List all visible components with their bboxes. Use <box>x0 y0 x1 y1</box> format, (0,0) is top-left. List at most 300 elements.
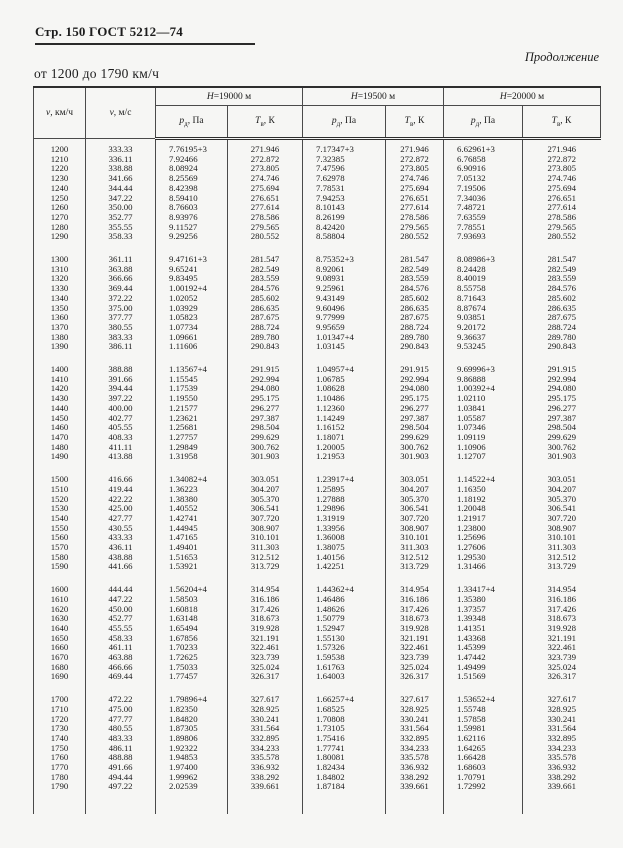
cell-v-kmh: 1230 <box>34 174 86 184</box>
cell-p-20000: 1.29530 <box>444 553 523 563</box>
cell-p-20000: 1.10906 <box>444 443 523 453</box>
cell-p-19500: 8.26199 <box>303 213 386 223</box>
cell-t-19500: 317.426 <box>386 605 444 615</box>
cell-v-ms: 333.33 <box>86 145 156 155</box>
cell-t-20000: 326.317 <box>523 672 601 682</box>
cell-v-kmh: 1270 <box>34 213 86 223</box>
cell-p-20000: 1.66428 <box>444 753 523 763</box>
cell-p-20000: 9.69996+3 <box>444 365 523 375</box>
cell-v-kmh: 1670 <box>34 653 86 663</box>
cell-p-20000: 1.68603 <box>444 763 523 773</box>
header-h-19500: Н=19500 м <box>303 87 444 106</box>
cell-t-19500: 281.547 <box>386 255 444 265</box>
cell-t-19000: 280.552 <box>228 232 303 242</box>
cell-p-20000: 1.59981 <box>444 724 523 734</box>
cell-p-19000: 1.05823 <box>156 313 228 323</box>
cell-v-kmh: 1360 <box>34 313 86 323</box>
cell-t-20000: 316.186 <box>523 595 601 605</box>
cell-p-20000: 1.45399 <box>444 643 523 653</box>
cell-t-19500: 312.512 <box>386 553 444 563</box>
cell-v-ms: 355.55 <box>86 223 156 233</box>
cell-p-19000: 1.87305 <box>156 724 228 734</box>
cell-t-20000: 318.673 <box>523 614 601 624</box>
cell-t-19500: 325.024 <box>386 663 444 673</box>
cell-t-20000: 314.954 <box>523 585 601 595</box>
spacer-row <box>34 792 601 814</box>
cell-v-ms: 438.88 <box>86 553 156 563</box>
cell-p-20000: 1.05587 <box>444 414 523 424</box>
cell-t-20000: 312.512 <box>523 553 601 563</box>
cell-t-19500: 330.241 <box>386 715 444 725</box>
cell-p-19500: 1.27888 <box>303 495 386 505</box>
cell-t-19000: 311.303 <box>228 543 303 553</box>
cell-p-20000: 8.87674 <box>444 304 523 314</box>
cell-v-kmh: 1500 <box>34 475 86 485</box>
cell-p-20000: 8.55758 <box>444 284 523 294</box>
cell-p-19000: 1.31958 <box>156 452 228 462</box>
cell-p-19500: 1.46486 <box>303 595 386 605</box>
cell-v-ms: 455.55 <box>86 624 156 634</box>
cell-v-ms: 416.66 <box>86 475 156 485</box>
cell-p-19500: 7.17347+3 <box>303 145 386 155</box>
cell-t-19500: 300.762 <box>386 443 444 453</box>
cell-t-19000: 289.780 <box>228 333 303 343</box>
cell-t-19500: 277.614 <box>386 203 444 213</box>
cell-p-19000: 9.11527 <box>156 223 228 233</box>
cell-p-19500: 9.25961 <box>303 284 386 294</box>
cell-t-20000: 301.903 <box>523 452 601 462</box>
header-v-ms: v, м/с <box>86 87 156 139</box>
cell-p-19500: 1.33956 <box>303 524 386 534</box>
cell-p-19500: 1.18071 <box>303 433 386 443</box>
cell-t-19000: 286.635 <box>228 304 303 314</box>
cell-v-ms: 380.55 <box>86 323 156 333</box>
cell-t-20000: 286.635 <box>523 304 601 314</box>
cell-v-ms: 463.88 <box>86 653 156 663</box>
cell-p-19000: 1.75033 <box>156 663 228 673</box>
cell-v-kmh: 1380 <box>34 333 86 343</box>
cell-t-19500: 307.720 <box>386 514 444 524</box>
cell-v-kmh: 1760 <box>34 753 86 763</box>
cell-v-ms: 344.44 <box>86 184 156 194</box>
cell-t-19000: 282.549 <box>228 265 303 275</box>
cell-v-ms: 402.77 <box>86 414 156 424</box>
cell-p-19500: 1.44362+4 <box>303 585 386 595</box>
cell-v-kmh: 1680 <box>34 663 86 673</box>
cell-p-19000: 1.70233 <box>156 643 228 653</box>
cell-v-kmh: 1300 <box>34 255 86 265</box>
cell-t-20000: 298.504 <box>523 423 601 433</box>
cell-p-19000: 1.19550 <box>156 394 228 404</box>
cell-t-19500: 299.629 <box>386 433 444 443</box>
table-body <box>34 139 601 815</box>
cell-t-19500: 327.617 <box>386 695 444 705</box>
cell-p-20000: 8.40019 <box>444 274 523 284</box>
cell-v-ms: 477.77 <box>86 715 156 725</box>
cell-p-19500: 1.06785 <box>303 375 386 385</box>
header-h-19000: Н=19000 м <box>156 87 303 106</box>
header-v-kmh: v, км/ч <box>34 87 86 139</box>
cell-p-20000: 1.43368 <box>444 634 523 644</box>
cell-p-19500: 1.29896 <box>303 504 386 514</box>
cell-t-20000: 283.559 <box>523 274 601 284</box>
cell-t-20000: 305.370 <box>523 495 601 505</box>
cell-t-19000: 298.504 <box>228 423 303 433</box>
cell-v-kmh: 1330 <box>34 284 86 294</box>
cell-t-20000: 282.549 <box>523 265 601 275</box>
cell-p-19000: 1.40552 <box>156 504 228 514</box>
cell-v-ms: 347.22 <box>86 194 156 204</box>
cell-v-ms: 369.44 <box>86 284 156 294</box>
cell-p-20000: 1.72992 <box>444 782 523 792</box>
cell-t-19000: 325.024 <box>228 663 303 673</box>
cell-p-19000: 1.89806 <box>156 734 228 744</box>
cell-v-ms: 361.11 <box>86 255 156 265</box>
header-p-19000: $p_д$, Па <box>156 106 228 139</box>
cell-p-20000: 1.49499 <box>444 663 523 673</box>
cell-t-20000: 323.739 <box>523 653 601 663</box>
cell-v-ms: 436.11 <box>86 543 156 553</box>
cell-v-ms: 475.00 <box>86 705 156 715</box>
cell-v-kmh: 1240 <box>34 184 86 194</box>
cell-t-19000: 336.932 <box>228 763 303 773</box>
cell-p-19500: 1.82434 <box>303 763 386 773</box>
cell-v-ms: 377.77 <box>86 313 156 323</box>
cell-p-19500: 9.77999 <box>303 313 386 323</box>
cell-v-kmh: 1420 <box>34 384 86 394</box>
cell-t-19500: 276.651 <box>386 194 444 204</box>
cell-v-kmh: 1290 <box>34 232 86 242</box>
cell-p-19500: 7.94253 <box>303 194 386 204</box>
cell-p-20000: 7.78551 <box>444 223 523 233</box>
cell-v-kmh: 1600 <box>34 585 86 595</box>
cell-v-ms: 408.33 <box>86 433 156 443</box>
cell-t-19500: 275.694 <box>386 184 444 194</box>
cell-p-20000: 7.34036 <box>444 194 523 204</box>
cell-p-19500: 1.38075 <box>303 543 386 553</box>
cell-v-ms: 480.55 <box>86 724 156 734</box>
cell-v-kmh: 1640 <box>34 624 86 634</box>
cell-v-kmh: 1730 <box>34 724 86 734</box>
cell-t-19000: 303.051 <box>228 475 303 485</box>
cell-p-19000: 2.02539 <box>156 782 228 792</box>
cell-v-kmh: 1630 <box>34 614 86 624</box>
cell-t-20000: 338.292 <box>523 773 601 783</box>
cell-t-19500: 297.387 <box>386 414 444 424</box>
cell-v-kmh: 1470 <box>34 433 86 443</box>
cell-t-19000: 272.872 <box>228 155 303 165</box>
cell-v-ms: 413.88 <box>86 452 156 462</box>
cell-t-19500: 305.370 <box>386 495 444 505</box>
cell-p-19000: 1.67856 <box>156 634 228 644</box>
cell-t-20000: 321.191 <box>523 634 601 644</box>
cell-t-19500: 278.586 <box>386 213 444 223</box>
spacer-cell <box>34 792 86 814</box>
cell-p-19000: 1.51653 <box>156 553 228 563</box>
cell-v-kmh: 1260 <box>34 203 86 213</box>
data-table <box>33 86 601 814</box>
cell-t-19500: 328.925 <box>386 705 444 715</box>
spacer-cell <box>386 792 444 814</box>
cell-t-19500: 271.946 <box>386 145 444 155</box>
cell-t-20000: 308.907 <box>523 524 601 534</box>
cell-t-19000: 339.661 <box>228 782 303 792</box>
cell-p-19500: 7.62978 <box>303 174 386 184</box>
spacer-cell <box>156 792 228 814</box>
cell-v-kmh: 1450 <box>34 414 86 424</box>
cell-t-19500: 335.578 <box>386 753 444 763</box>
cell-p-19000: 9.65241 <box>156 265 228 275</box>
table-row <box>34 232 601 242</box>
cell-t-19000: 290.843 <box>228 342 303 352</box>
cell-t-19500: 318.673 <box>386 614 444 624</box>
cell-t-20000: 327.617 <box>523 695 601 705</box>
cell-p-19500: 1.73105 <box>303 724 386 734</box>
cell-v-kmh: 1750 <box>34 744 86 754</box>
cell-p-20000: 7.63559 <box>444 213 523 223</box>
cell-p-19000: 1.11606 <box>156 342 228 352</box>
cell-p-19000: 1.27757 <box>156 433 228 443</box>
cell-t-19500: 334.233 <box>386 744 444 754</box>
cell-p-20000: 1.53652+4 <box>444 695 523 705</box>
cell-v-ms: 430.55 <box>86 524 156 534</box>
cell-p-19500: 1.64003 <box>303 672 386 682</box>
cell-v-ms: 497.22 <box>86 782 156 792</box>
cell-t-19500: 311.303 <box>386 543 444 553</box>
cell-p-20000: 8.71643 <box>444 294 523 304</box>
cell-p-20000: 7.48721 <box>444 203 523 213</box>
cell-v-kmh: 1480 <box>34 443 86 453</box>
cell-p-20000: 8.08986+3 <box>444 255 523 265</box>
cell-t-20000: 319.928 <box>523 624 601 634</box>
cell-t-19000: 296.277 <box>228 404 303 414</box>
cell-p-20000: 9.03851 <box>444 313 523 323</box>
cell-p-20000: 1.64265 <box>444 744 523 754</box>
cell-v-kmh: 1320 <box>34 274 86 284</box>
cell-v-kmh: 1460 <box>34 423 86 433</box>
cell-p-19500: 1.12360 <box>303 404 386 414</box>
cell-v-ms: 488.88 <box>86 753 156 763</box>
table-header <box>34 87 601 139</box>
cell-p-19500: 1.55130 <box>303 634 386 644</box>
cell-t-20000: 291.915 <box>523 365 601 375</box>
cell-t-19000: 321.191 <box>228 634 303 644</box>
cell-t-20000: 300.762 <box>523 443 601 453</box>
cell-t-20000: 274.746 <box>523 174 601 184</box>
cell-t-20000: 287.675 <box>523 313 601 323</box>
cell-p-20000: 1.31466 <box>444 562 523 572</box>
cell-t-20000: 297.387 <box>523 414 601 424</box>
cell-v-kmh: 1690 <box>34 672 86 682</box>
cell-p-19500: 1.52947 <box>303 624 386 634</box>
cell-p-20000: 1.23800 <box>444 524 523 534</box>
cell-p-20000: 1.09119 <box>444 433 523 443</box>
cell-p-19500: 8.58804 <box>303 232 386 242</box>
cell-p-19500: 1.03145 <box>303 342 386 352</box>
cell-p-19500: 1.42251 <box>303 562 386 572</box>
cell-v-ms: 358.33 <box>86 232 156 242</box>
cell-t-19500: 332.895 <box>386 734 444 744</box>
cell-p-19500: 1.48626 <box>303 605 386 615</box>
cell-t-19500: 292.994 <box>386 375 444 385</box>
cell-p-19500: 1.31919 <box>303 514 386 524</box>
cell-t-19000: 310.101 <box>228 533 303 543</box>
cell-t-19500: 339.661 <box>386 782 444 792</box>
cell-p-19000: 1.42741 <box>156 514 228 524</box>
cell-p-20000: 6.76858 <box>444 155 523 165</box>
cell-t-20000: 290.843 <box>523 342 601 352</box>
cell-p-19000: 1.84820 <box>156 715 228 725</box>
cell-p-19500: 8.42420 <box>303 223 386 233</box>
cell-v-ms: 483.33 <box>86 734 156 744</box>
continuation-label: Продолжение <box>524 50 599 64</box>
cell-p-19000: 1.53921 <box>156 562 228 572</box>
cell-v-ms: 466.66 <box>86 663 156 673</box>
cell-p-19500: 9.95659 <box>303 323 386 333</box>
cell-t-20000: 299.629 <box>523 433 601 443</box>
page-header: Стр. 150 ГОСТ 5212—74 <box>35 24 255 45</box>
cell-v-kmh: 1620 <box>34 605 86 615</box>
cell-v-kmh: 1490 <box>34 452 86 462</box>
cell-v-ms: 494.44 <box>86 773 156 783</box>
cell-p-19500: 1.36008 <box>303 533 386 543</box>
cell-v-ms: 411.11 <box>86 443 156 453</box>
cell-v-kmh: 1580 <box>34 553 86 563</box>
cell-t-19000: 300.762 <box>228 443 303 453</box>
cell-t-20000: 331.564 <box>523 724 601 734</box>
cell-t-20000: 278.586 <box>523 213 601 223</box>
cell-p-19500: 1.10486 <box>303 394 386 404</box>
cell-t-20000: 328.925 <box>523 705 601 715</box>
cell-t-19500: 301.903 <box>386 452 444 462</box>
cell-t-19000: 283.559 <box>228 274 303 284</box>
cell-v-ms: 352.77 <box>86 213 156 223</box>
cell-p-20000: 1.14522+4 <box>444 475 523 485</box>
cell-p-19500: 9.08931 <box>303 274 386 284</box>
cell-v-kmh: 1710 <box>34 705 86 715</box>
cell-t-20000: 285.602 <box>523 294 601 304</box>
cell-t-19500: 291.915 <box>386 365 444 375</box>
header-p-19500: $p_д$, Па <box>303 106 386 139</box>
cell-p-19000: 1.77457 <box>156 672 228 682</box>
cell-t-19000: 274.746 <box>228 174 303 184</box>
cell-t-19000: 332.895 <box>228 734 303 744</box>
cell-v-ms: 433.33 <box>86 533 156 543</box>
cell-t-19500: 323.739 <box>386 653 444 663</box>
cell-p-19500: 9.43149 <box>303 294 386 304</box>
cell-p-20000: 1.33417+4 <box>444 585 523 595</box>
cell-v-kmh: 1790 <box>34 782 86 792</box>
header-h-20000: Н=20000 м <box>444 87 601 106</box>
cell-v-ms: 394.44 <box>86 384 156 394</box>
cell-v-kmh: 1440 <box>34 404 86 414</box>
cell-p-19000: 1.99962 <box>156 773 228 783</box>
cell-t-19000: 313.729 <box>228 562 303 572</box>
cell-t-20000: 279.565 <box>523 223 601 233</box>
cell-p-19500: 1.84802 <box>303 773 386 783</box>
cell-t-19000: 331.564 <box>228 724 303 734</box>
cell-t-19000: 288.724 <box>228 323 303 333</box>
cell-t-19000: 335.578 <box>228 753 303 763</box>
cell-v-ms: 397.22 <box>86 394 156 404</box>
table-row <box>34 342 601 352</box>
cell-t-19000: 291.915 <box>228 365 303 375</box>
cell-t-20000: 313.729 <box>523 562 601 572</box>
cell-p-19000: 9.47161+3 <box>156 255 228 265</box>
cell-v-ms: 388.88 <box>86 365 156 375</box>
cell-p-19000: 1.15545 <box>156 375 228 385</box>
cell-p-19000: 1.00192+4 <box>156 284 228 294</box>
cell-p-19000: 8.93976 <box>156 213 228 223</box>
cell-v-kmh: 1650 <box>34 634 86 644</box>
cell-p-20000: 9.86888 <box>444 375 523 385</box>
cell-p-20000: 1.20048 <box>444 504 523 514</box>
cell-v-kmh: 1280 <box>34 223 86 233</box>
cell-p-19500: 8.10143 <box>303 203 386 213</box>
cell-p-19000: 8.76603 <box>156 203 228 213</box>
cell-t-20000: 280.552 <box>523 232 601 242</box>
cell-t-19500: 289.780 <box>386 333 444 343</box>
cell-t-20000: 335.578 <box>523 753 601 763</box>
cell-t-19500: 336.932 <box>386 763 444 773</box>
cell-p-20000: 7.19506 <box>444 184 523 194</box>
cell-p-19000: 1.07734 <box>156 323 228 333</box>
cell-v-ms: 469.44 <box>86 672 156 682</box>
cell-t-19000: 281.547 <box>228 255 303 265</box>
cell-v-ms: 452.77 <box>86 614 156 624</box>
cell-p-19500: 1.61763 <box>303 663 386 673</box>
cell-p-20000: 1.51569 <box>444 672 523 682</box>
cell-p-19500: 1.80081 <box>303 753 386 763</box>
cell-p-19000: 1.97400 <box>156 763 228 773</box>
cell-v-kmh: 1200 <box>34 145 86 155</box>
cell-p-20000: 1.27606 <box>444 543 523 553</box>
cell-v-kmh: 1220 <box>34 164 86 174</box>
cell-t-19500: 314.954 <box>386 585 444 595</box>
cell-t-20000: 306.541 <box>523 504 601 514</box>
cell-v-kmh: 1250 <box>34 194 86 204</box>
cell-p-20000: 1.03841 <box>444 404 523 414</box>
cell-p-19500: 1.59538 <box>303 653 386 663</box>
cell-v-ms: 441.66 <box>86 562 156 572</box>
cell-t-19000: 287.675 <box>228 313 303 323</box>
cell-v-ms: 366.66 <box>86 274 156 284</box>
cell-v-ms: 375.00 <box>86 304 156 314</box>
cell-t-20000: 271.946 <box>523 145 601 155</box>
cell-t-19500: 331.564 <box>386 724 444 734</box>
cell-v-ms: 447.22 <box>86 595 156 605</box>
cell-t-19000: 297.387 <box>228 414 303 424</box>
cell-v-ms: 491.66 <box>86 763 156 773</box>
cell-p-19000: 1.49401 <box>156 543 228 553</box>
cell-t-19000: 294.080 <box>228 384 303 394</box>
cell-p-19500: 1.77741 <box>303 744 386 754</box>
cell-v-kmh: 1560 <box>34 533 86 543</box>
cell-t-19000: 316.186 <box>228 595 303 605</box>
cell-t-20000: 272.872 <box>523 155 601 165</box>
cell-p-20000: 1.47442 <box>444 653 523 663</box>
cell-p-19000: 1.13567+4 <box>156 365 228 375</box>
cell-p-19500: 1.08628 <box>303 384 386 394</box>
cell-p-19500: 1.20005 <box>303 443 386 453</box>
cell-v-ms: 372.22 <box>86 294 156 304</box>
cell-p-20000: 1.35380 <box>444 595 523 605</box>
cell-t-19500: 290.843 <box>386 342 444 352</box>
cell-v-ms: 400.00 <box>86 404 156 414</box>
cell-t-19500: 273.805 <box>386 164 444 174</box>
cell-v-ms: 425.00 <box>86 504 156 514</box>
header-t-19000: $Т_в$, К <box>228 106 303 139</box>
